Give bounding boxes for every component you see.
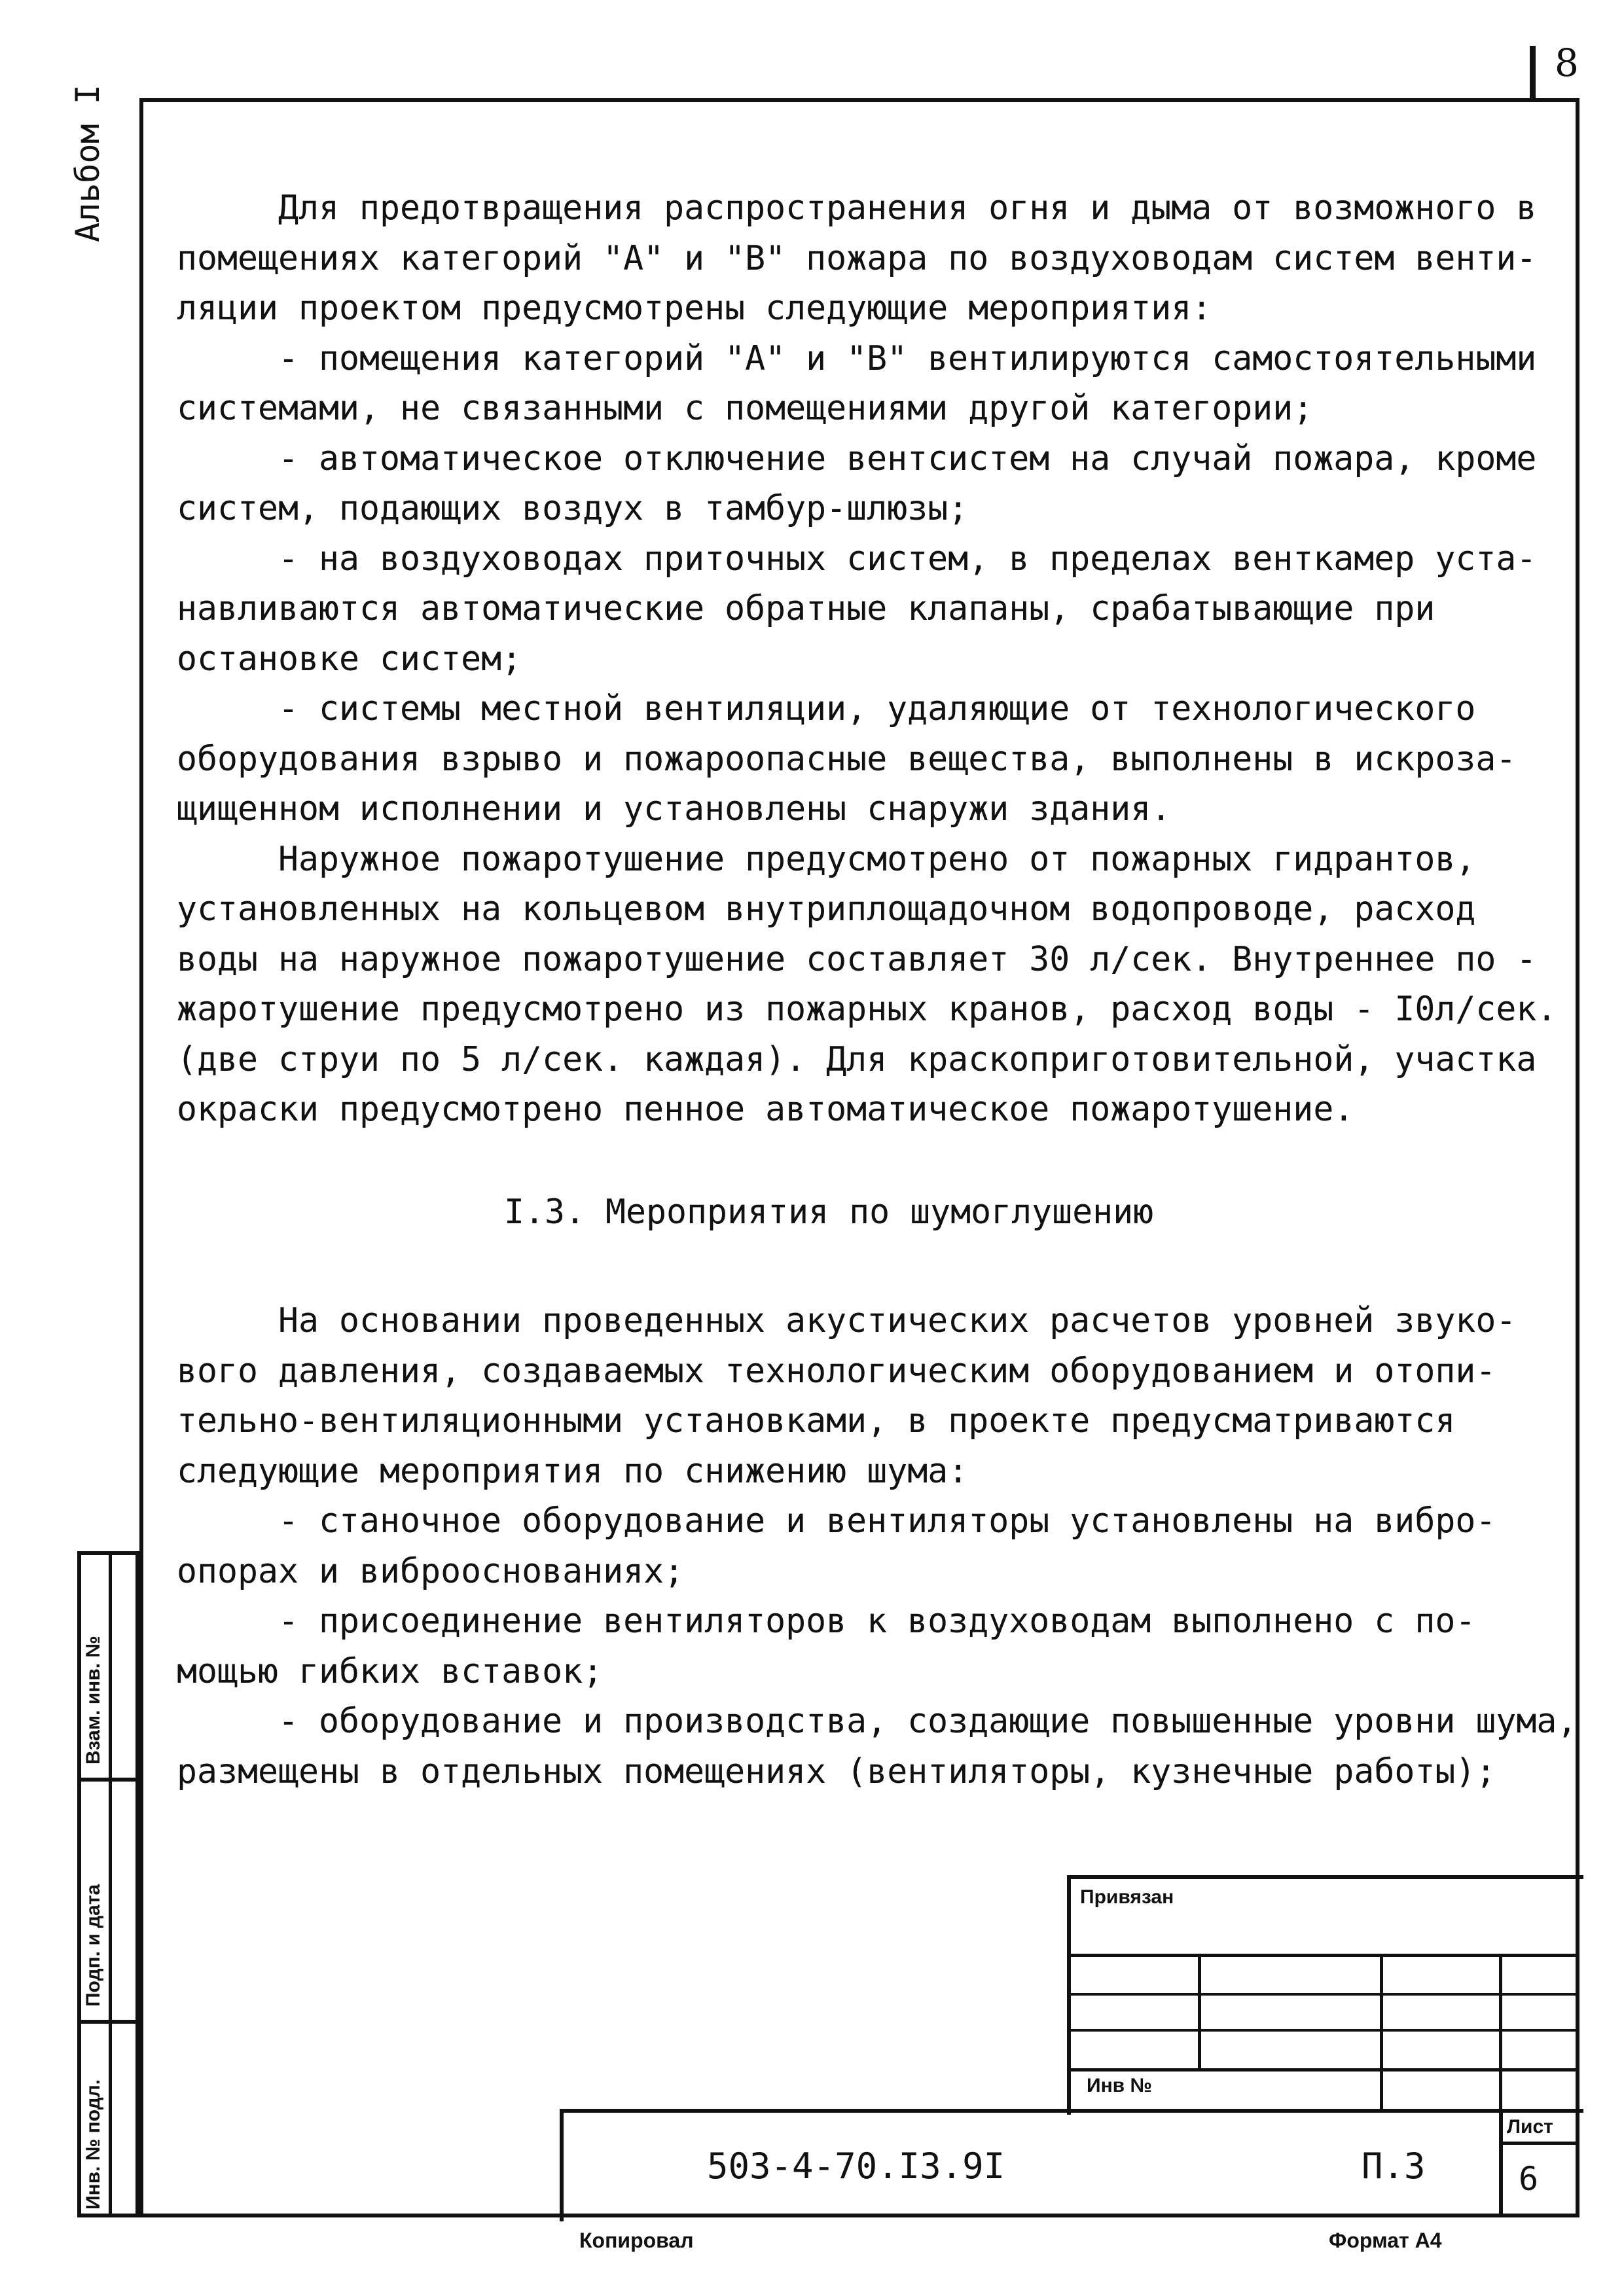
text-line: опорах и виброоснованиях; [177, 1551, 685, 1591]
sheet-number: 6 [1519, 2160, 1539, 2198]
text-line: оборудования взрыво и пожароопасные вещества, выполнены в искроза- [177, 739, 1517, 779]
format-label: Формат А4 [1329, 2229, 1442, 2252]
text-line: помещениях категорий "А" и "В" пожара по воздуховодам систем венти- [177, 238, 1537, 278]
text-line: установленных на кольцевом внутриплощадочном водопроводе, расход [177, 889, 1476, 929]
text-line: На основании проведенных акустических расчетов уровней звуко- [278, 1301, 1517, 1340]
text-line: мощью гибких вставок; [177, 1651, 604, 1691]
text-line: систем, подающих воздух в тамбур-шлюзы; [177, 489, 969, 528]
page-number: 8 [1555, 41, 1579, 85]
text-line: ляции проектом предусмотрены следующие мероприятия: [177, 289, 1212, 328]
text-line: - системы местной вентиляции, удаляющие от технологического [278, 689, 1476, 728]
text-line: системами, не связанными с помещениями другой категории; [177, 389, 1314, 428]
text-line: жаротушение предусмотрено из пожарных кранов, расход воды - I0л/сек. [177, 990, 1557, 1029]
text-line: - присоединение вентиляторов к воздуховодам выполнено с по- [278, 1602, 1476, 1641]
text-line: - помещения категорий "А" и "В" вентилируются самостоятельными [278, 338, 1537, 378]
album-label: Альбом I [69, 84, 107, 242]
text-line: - станочное оборудование и вентиляторы установлены на вибро- [278, 1501, 1496, 1541]
text-line: - автоматическое отключение вентсистем на случай пожара, кроме [278, 439, 1537, 478]
text-line: следующие мероприятия по снижению шума: [177, 1451, 969, 1491]
text-line: Наружное пожаротушение предусмотрено от пожарных гидрантов, [278, 839, 1476, 879]
stamp-inv-label: Инв. № подл. [82, 2079, 104, 2210]
inv-no-label: Инв № [1087, 2075, 1152, 2096]
text-line: щищенном исполнении и установлены снаружи здания. [177, 789, 1172, 829]
sheet-label: Лист [1507, 2116, 1553, 2138]
text-line: воды на наружное пожаротушение составляет 30 л/сек. Внутреннее по - [177, 939, 1537, 979]
text-line: Для предотвращения распространения огня и дыма от возможного в [278, 188, 1537, 228]
document-section: П.3 [1362, 2145, 1426, 2187]
text-line: тельно-вентиляционными установками, в проекте предусматриваются [177, 1401, 1456, 1441]
top-corner-mark [1530, 46, 1536, 99]
text-line: окраски предусмотрено пенное автоматическое пожаротушение. [177, 1090, 1354, 1129]
margin-stamp [77, 1551, 139, 2217]
section-heading: I.3. Мероприятия по шумоглушению [504, 1192, 1154, 1232]
stamp-vzam-label: Взам. инв. № [82, 1636, 104, 1765]
text-line: остановке систем; [177, 639, 522, 679]
text-line: навливаются автоматические обратные клапаны, срабатывающие при [177, 589, 1435, 628]
document-body [177, 183, 1578, 1797]
text-line: - на воздуховодах приточных систем, в пределах венткамер уста- [278, 539, 1537, 579]
document-code: 503-4-70.I3.9I [707, 2145, 1005, 2187]
text-line: (две струи по 5 л/сек. каждая). Для краскоприготовительной, участка [177, 1039, 1537, 1079]
stamp-podp-label: Подп. и дата [82, 1884, 104, 2007]
text-line: вого давления, создаваемых технологическим оборудованием и отопи- [177, 1351, 1496, 1391]
text-line: размещены в отдельных помещениях (вентиляторы, кузнечные работы); [177, 1751, 1496, 1791]
privyazan-label: Привязан [1080, 1886, 1174, 1908]
copied-label: Копировал [579, 2229, 694, 2252]
text-line: - оборудование и производства, создающие повышенные уровни шума, [278, 1702, 1578, 1741]
